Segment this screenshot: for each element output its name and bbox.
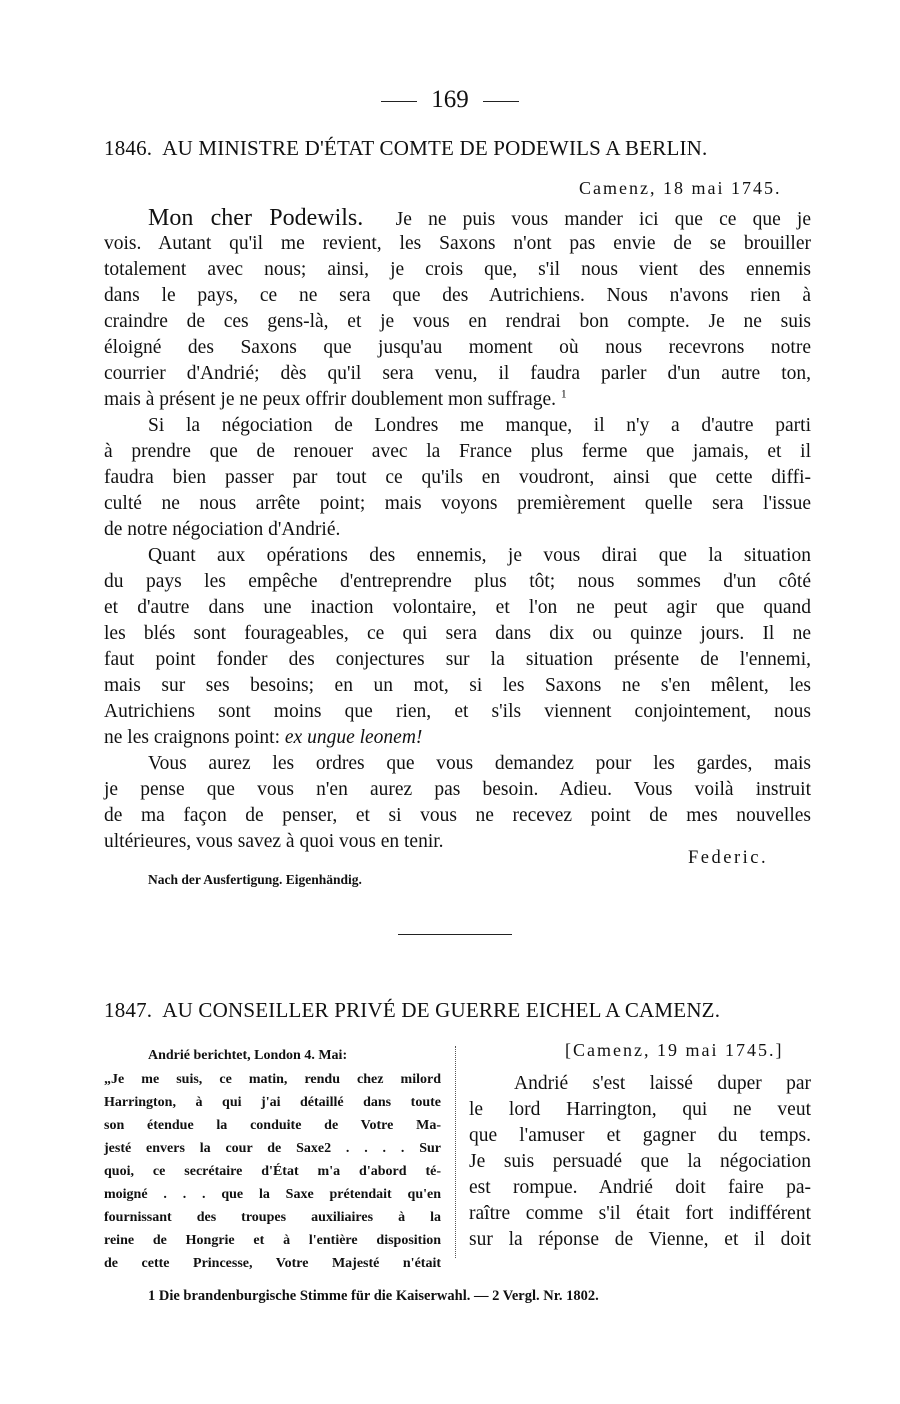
letter-1846-line-23: je pense que vous n'en aurez pas besoin. Adieu. Vous voilà instruit — [104, 779, 811, 800]
letter-1846-line-11: faudra bien passer par tout ce qu'ils en voudront, ainsi que cette diffi- — [104, 467, 811, 488]
right-column-line-6: raître comme s'il était fort indifférent — [469, 1203, 811, 1224]
right-column-line-2: le lord Harrington, qui ne veut — [469, 1099, 811, 1120]
left-column-line-7: moigné . . . que la Saxe prétendait qu'en — [104, 1187, 441, 1202]
page-number: 169 — [0, 86, 900, 114]
letter-1846-line-6: éloigné des Saxons que jusqu'au moment où nous recevrons notre — [104, 337, 811, 358]
left-column-line-9: reine de Hongrie et à l'entière disposition — [104, 1233, 441, 1248]
right-column-line-3: que l'amuser et gagner du temps. — [469, 1125, 811, 1146]
section-divider — [398, 934, 512, 935]
letter-1846-line-8: mais à présent je ne peux offrir doublement mon suffrage. $^1$ — [104, 387, 567, 410]
letter-1846-place-date: Camenz, 18 mai 1745. — [579, 178, 782, 198]
letter-1846-line-5: craindre de ces gens-là, et je vous en rendrai bon compte. Je ne suis — [104, 311, 811, 332]
letter-1846-line-15: du pays les empêche d'entreprendre plus tôt; nous sommes d'un côté — [104, 571, 811, 592]
right-column-line-4: Je suis persuadé que la négociation — [469, 1151, 811, 1172]
letter-1846-line-21: ne les craignons point: ex ungue leonem! — [104, 727, 423, 748]
letter-1846-line-9: Si la négociation de Londres me manque, il n'y a d'autre parti — [148, 415, 811, 436]
left-column-line-1: Andrié berichtet, London 4. Mai: — [148, 1048, 348, 1063]
letter-1846-line-12: culté ne nous arrête point; mais voyons premièrement quelle sera l'issue — [104, 493, 811, 514]
letter-1846-line-13: de notre négociation d'Andrié. — [104, 519, 341, 540]
letter-1846-line-14: Quant aux opérations des ennemis, je vous dirai que la situation — [148, 545, 811, 566]
salutation: Mon cher Podewils. — [148, 205, 364, 231]
letter-1846-line-2: vois. Autant qu'il me revient, les Saxons n'ont pas envie de se brouiller — [104, 233, 811, 254]
letter-1846-line-18: faut point fonder des conjectures sur la situation présente de l'ennemi, — [104, 649, 811, 670]
source-note: Nach der Ausfertigung. Eigenhändig. — [148, 872, 362, 887]
left-column-line-8: fournissant des troupes auxiliaires à la — [104, 1210, 441, 1225]
footnote-marker: 1 — [560, 387, 567, 401]
letter-1846-line-3: totalement avec nous; ainsi, je crois que, s'il nous vient des ennemis — [104, 259, 811, 280]
letter-1846-line-16: et d'autre dans une inaction volontaire, et l'on ne peut agir que quand — [104, 597, 811, 618]
letter-1846-line-22: Vous aurez les ordres que vous demandez pour les gardes, mais — [148, 753, 811, 774]
letter-title: AU CONSEILLER PRIVÉ DE GUERRE EICHEL A CAMENZ. — [162, 998, 721, 1022]
footnotes: 1 Die brandenburgische Stimme für die Kaiserwahl. — 2 Vergl. Nr. 1802. — [148, 1288, 599, 1304]
page-number-dash-left — [381, 101, 417, 102]
left-column-line-2: „Je me suis, ce matin, rendu chez milord — [104, 1072, 441, 1087]
letter-1846-line-19: mais sur ses besoins; en un mot, si les Saxons ne s'en mêlent, les — [104, 675, 811, 696]
left-column-line-6: quoi, ce secrétaire d'État m'a d'abord té- — [104, 1164, 441, 1179]
letter-1846-line-4: dans le pays, ce ne sera que des Autrichiens. Nous n'avons rien à — [104, 285, 811, 306]
left-column-line-5: jesté envers la cour de Saxe2 . . . . Sur — [104, 1141, 441, 1156]
letter-number: 1846. — [104, 136, 153, 160]
letter-1846-line-20: Autrichiens sont moins que rien, et s'ils viennent conjointement, nous — [104, 701, 811, 722]
letter-1846-line-17: les blés sont fourageables, ce qui sera dans dix ou quinze jours. Il ne — [104, 623, 811, 644]
letter-1846-line-25: ultérieures, vous savez à quoi vous en tenir. — [104, 831, 444, 852]
left-column-line-10: de cette Princesse, Votre Majesté n'était — [104, 1256, 441, 1271]
letter-1846-line-24: de ma façon de penser, et si vous ne recevez point de mes nouvelles — [104, 805, 811, 826]
letter-1847-heading — [104, 998, 814, 1023]
right-column-line-5: est rompue. Andrié doit faire pa- — [469, 1177, 811, 1198]
right-column-line-1: Andrié s'est laissé duper par — [514, 1073, 811, 1094]
latin-quote: ex ungue leonem! — [284, 727, 423, 748]
left-column-line-4: son étendue la conduite de Votre Ma- — [104, 1118, 441, 1133]
letter-1846-line-7: courrier d'Andrié; dès qu'il sera venu, il faudra parler d'un autre ton, — [104, 363, 811, 384]
column-separator — [455, 1046, 456, 1258]
page-number-dash-right — [483, 101, 519, 102]
signature: Federic. — [688, 848, 769, 868]
right-column-line-7: sur la réponse de Vienne, et il doit — [469, 1229, 811, 1250]
letter-title: AU MINISTRE D'ÉTAT COMTE DE PODEWILS A BERLIN. — [162, 136, 708, 160]
letter-1847-place-date: [Camenz, 19 mai 1745.] — [565, 1040, 784, 1060]
letter-1846-line-10: à prendre que de renouer avec la France plus ferme que jamais, et il — [104, 441, 811, 462]
letter-1846-heading — [104, 136, 814, 161]
left-column-line-3: Harrington, à qui j'ai détaillé dans toute — [104, 1095, 441, 1110]
letter-number: 1847. — [104, 998, 153, 1022]
letter-1846-line-1: Mon cher Podewils. Je ne puis vous mander ici que ce que je — [148, 205, 811, 231]
